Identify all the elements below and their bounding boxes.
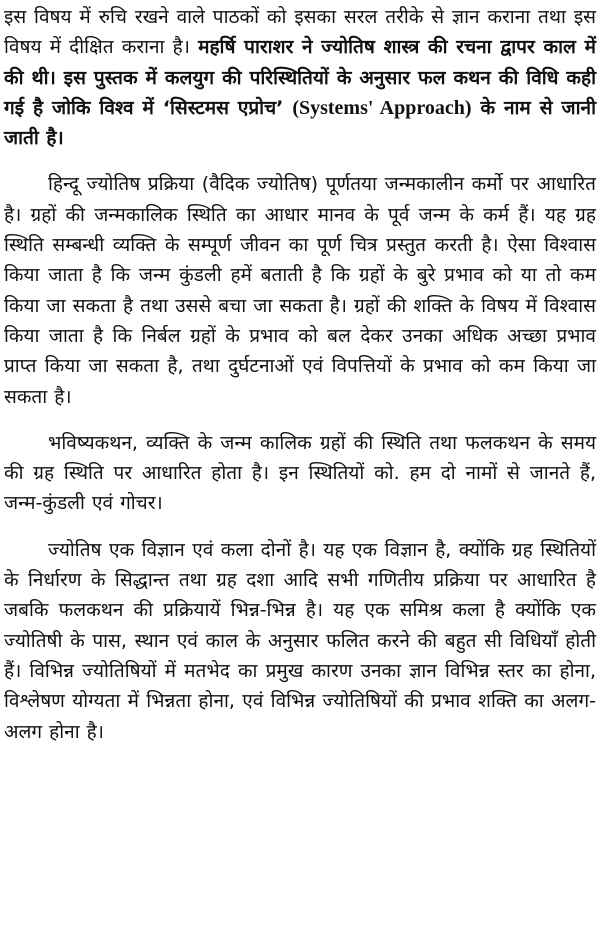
paragraph-prediction: भविष्यकथन, व्यक्ति के जन्म कालिक ग्रहों की स्थिति तथा फलकथन के समय की ग्रह स्थिति पर आधारित होता है। इन स्थितियों को. हम दो नामों से जानते हैं, जन्म-कुंडली एवं गोचर।: [4, 431, 596, 515]
parashar-statement-end: के नाम से जानी जाती है।: [4, 96, 596, 150]
intro-text: इस विषय में रुचि रखने वाले पाठकों को इसका सरल तरीके से ज्ञान कराना तथा इस विषय में दीक्षित कराना है।: [4, 6, 596, 59]
paragraph-hindu-astrology: हिन्दू ज्योतिष प्रक्रिया (वैदिक ज्योतिष) पूर्णतया जन्मकालीन कर्मो पर आधारित है। ग्रहों की जन्मकालिक स्थिति का आधार मानव के पूर्व जन्म के कर्म हैं। यह ग्रह स्थिति सम्बन्धी व्यक्ति के सम्पूर्ण जीवन का पूर्ण चित्र प्रस्तुत करती है। ऐसा विश्वास किया जाता है कि जन्म कुंडली हमें बताती है कि ग्रहों के बुरे प्रभाव को या तो कम किया जा सकता है तथा उससे बचा जा सकता है। ग्रहों की शक्ति के विषय में विश्वास किया जाता है कि निर्बल ग्रहों के प्रभाव को बल देकर उनका अधिक अच्छा प्रभाव प्राप्त किया जा सकता है, तथा दुर्घटनाओं एवं विपत्तियों के प्रभाव को कम किया जा सकता है।: [4, 173, 596, 408]
parashar-statement-text: महर्षि पाराशर ने ज्योतिष शास्त्र की रचना द्वापर काल में की थी। इस पुस्तक में कलयुग की परिस्थितियों के अनुसार फल कथन की विधि कही गई है जोकि विश्व में ‘सिस्टमस एप्रोच’: [4, 36, 596, 119]
paragraph-intro: [4, 2, 596, 153]
paragraph-science-and-art: ज्योतिष एक विज्ञान एवं कला दोनों है। यह एक विज्ञान है, क्योंकि ग्रह स्थितियों के निर्धारण के सिद्धान्त तथा ग्रह दशा आदि सभी गणितीय प्रक्रिया पर आधारित है जबकि फलकथन की प्रक्रियायें भिन्न-भिन्न है। यह एक समिश्र कला है क्योंकि एक ज्योतिषी के पास, स्थान एवं काल के अनुसार फलित करने की बहुत सी विधियाँ होती हैं। विभिन्न ज्योतिषियों में मतभेद का प्रमुख कारण उनका ज्ञान विभिन्न स्तर का होना, विश्लेषण योग्यता में भिन्नता होना, एवं विभिन्न ज्योतिषियों की प्रभाव शक्ति का अलग-अलग होना है।: [4, 538, 596, 743]
systems-approach-term: (Systems' Approach): [292, 96, 472, 119]
